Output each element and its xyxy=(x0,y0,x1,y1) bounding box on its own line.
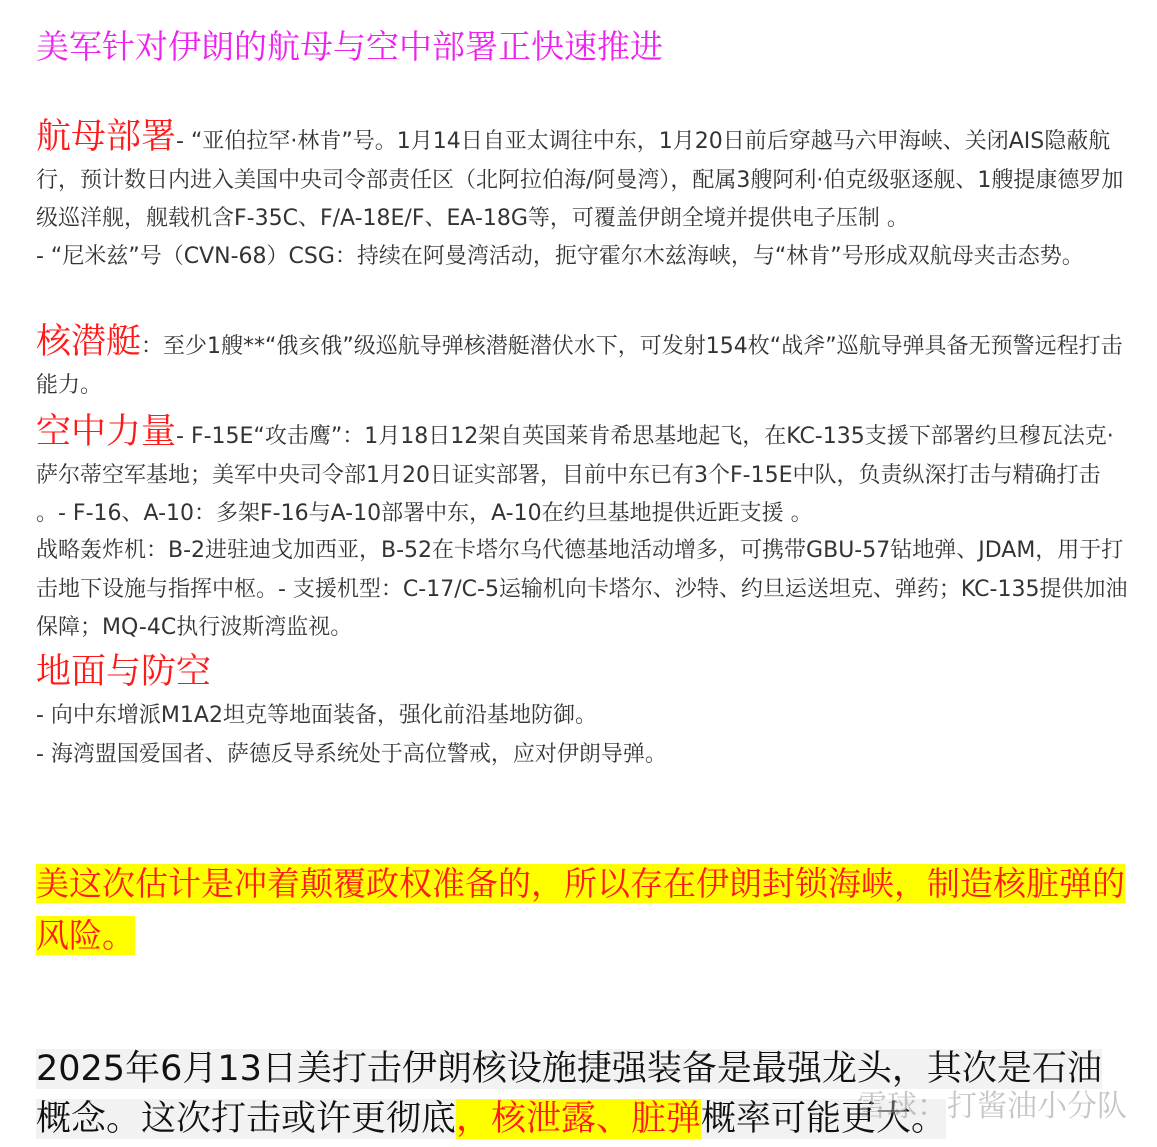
bottom-text-1: 2025年6月13日美打击伊朗核设施捷强装备是最强龙头，其次是石油概念。这次打击或许更彻底 xyxy=(36,1049,1102,1139)
ground-item-1: - 向中东增派M1A2坦克等地面装备，强化前沿基地防御。 xyxy=(36,703,597,728)
air-heading: 空中力量 xyxy=(36,412,177,452)
bomber-paragraph: 战略轰炸机：B-2进驻迪戈加西亚，B-52在卡塔尔乌代德基地活动增多，可携带GBU-57钻地弹、JDAM，用于打击地下设施与指挥中枢。- 支援机型：C-17/C-5运输机向卡塔尔、沙特、约旦运送坦克、弹药；KC-135提供加油保障；MQ-4C执行波斯湾监视。 xyxy=(36,538,1128,640)
nimitz-paragraph: - “尼米兹”号（CVN-68）CSG：持续在阿曼湾活动，扼守霍尔木兹海峡，与“林肯”号形成双航母夹击态势。 xyxy=(36,244,1084,269)
highlight-note xyxy=(36,858,1131,962)
ground-item-2: - 海湾盟国爱国者、萨德反导系统处于高位警戒，应对伊朗导弹。 xyxy=(36,742,667,767)
air-text: - F-15E“攻击鹰”：1月18日12架自英国莱肯希思基地起飞，在KC-135支援下部署约旦穆瓦法克·萨尔蒂空军基地；美军中央司令部1月20日证实部署，目前中东已有3个F-15E中队，负责纵深打击与精确打击 。- F-16、A-10：多架F-16与A-10部署中东，A-10在约旦基地提供近距支援 。 xyxy=(36,424,1114,526)
watermark: 雪球：打酱油小分队 xyxy=(857,1089,1127,1124)
air-paragraph xyxy=(36,413,1131,534)
ground-heading: 地面与防空 xyxy=(36,652,212,692)
submarine-paragraph xyxy=(36,323,1131,405)
carrier-text: - “亚伯拉罕·林肯”号。1月14日自亚太调往中东，1月20日前后穿越马六甲海峡、关闭AIS隐蔽航行，预计数日内进入美国中央司令部责任区（北阿拉伯海/阿曼湾），配属3艘阿利·伯克级驱逐舰、1艘提康德罗加级巡洋舰，舰载机含F-35C、F/A-18E/F、EA-18G等，可覆盖伊朗全境并提供电子压制 。 xyxy=(36,129,1124,231)
submarine-heading: 核潜艇 xyxy=(36,322,142,362)
submarine-text: ：至少1艘**“俄亥俄”级巡航导弹核潜艇潜伏水下，可发射154枚“战斧”巡航导弹具备无预警远程打击能力。 xyxy=(36,334,1123,398)
highlight-text: 美这次估计是冲着颠覆政权准备的，所以存在伊朗封锁海峡，制造核脏弹的风险。 xyxy=(36,864,1125,955)
carrier-heading: 航母部署 xyxy=(36,117,177,157)
bottom-text-highlight: ，核泄露、脏弹 xyxy=(456,1099,702,1139)
page-title: 美军针对伊朗的航母与空中部署正快速推进 xyxy=(36,27,663,66)
bottom-text-2: 概率可能更大。 xyxy=(701,1099,947,1139)
carrier-paragraph xyxy=(36,118,1131,239)
